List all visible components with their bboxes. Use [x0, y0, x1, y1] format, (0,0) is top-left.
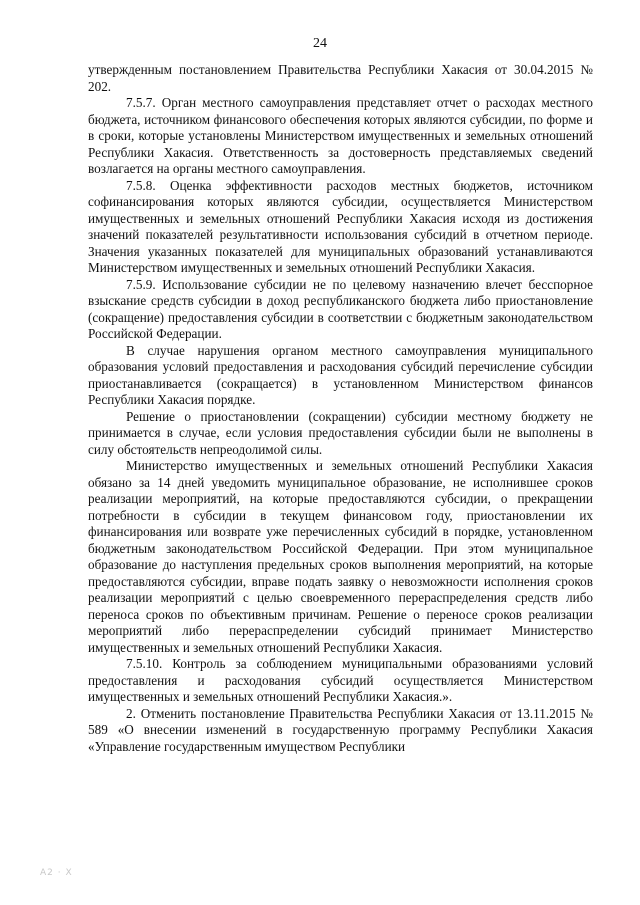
- document-body: [88, 62, 593, 755]
- paragraph-item-2: 2. Отменить постановление Правительства Республики Хакасия от 13.11.2015 № 589 «О внесении изменений в государственную программу Республики Хакасия «Управление государственным имуществом Республики: [88, 705, 593, 754]
- page-number: 24: [313, 36, 327, 51]
- scan-stamp: A2 · X: [40, 868, 73, 878]
- paragraph-continuation: утвержденным постановлением Правительства Республики Хакасия от 30.04.2015 № 202.: [88, 62, 593, 94]
- paragraph-7-5-10: 7.5.10. Контроль за соблюдением муниципальными образованиями условий предоставления и расходования субсидий осуществляется Министерством имущественных и земельных отношений Республики Хакасия.».: [88, 656, 593, 704]
- paragraph-7-5-9: 7.5.9. Использование субсидии не по целевому назначению влечет бесспорное взыскание средств субсидии в доход республиканского бюджета либо приостановление (сокращение) предоставления субсидии в соответствии с бюджетным законодательством Российской Федерации.: [88, 276, 593, 341]
- paragraph-7-5-7: 7.5.7. Орган местного самоуправления представляет отчет о расходах местного бюджета, источником финансового обеспечения которых являются субсидии, по форме и в сроки, которые установлены Министерством имущественных и земельных отношений Республики Хакасия. Ответственность за достоверность представляемых сведений возлагается на органы местного самоуправления.: [88, 95, 593, 176]
- paragraph-suspension-decision: Решение о приостановлении (сокращении) субсидии местному бюджету не принимается в случае, если условия предоставления субсидии были не выполнены в силу обстоятельств непреодолимой силы.: [88, 408, 593, 457]
- paragraph-violation: В случае нарушения органом местного самоуправления муниципального образования условий предоставления и расходования субсидий перечисление субсидии приостанавливается (сокращается) в установленном Министерством финансов Республики Хакасия порядке.: [88, 342, 593, 407]
- paragraph-7-5-8: 7.5.8. Оценка эффективности расходов местных бюджетов, источником софинансирования которых являются субсидии, осуществляется Министерством имущественных и земельных отношений Республики Хакасия исходя из достижения значений показателей результативности использования субсидий в отчетном периоде. Значения указанных показателей для муниципальных образований устанавливаются Министерством имущественных и земельных отношений Республики Хакасия.: [88, 177, 593, 275]
- paragraph-ministry-notice: Министерство имущественных и земельных отношений Республики Хакасия обязано за 14 дней уведомить муниципальное образование, не исполнившее сроков реализации мероприятий, на которые предоставляются субсидии, о прекращении потребности в субсидии в текущем финансовом году, приостановлении их финансирования или возврате уже перечисленных субсидий в порядке, установленном бюджетным законодательством Российской Федерации. При этом муниципальное образование до наступления предельных сроков выполнения мероприятий, на которые предоставляются субсидии, вправе подать заявку о невозможности исполнения сроков реализации мероприятий с целью своевременного перераспределения средств либо переноса сроков по объективным причинам. Решение о переносе сроков реализации мероприятий либо перераспределении субсидий принимает Министерство имущественных и земельных отношений Республики Хакасия.: [88, 458, 593, 655]
